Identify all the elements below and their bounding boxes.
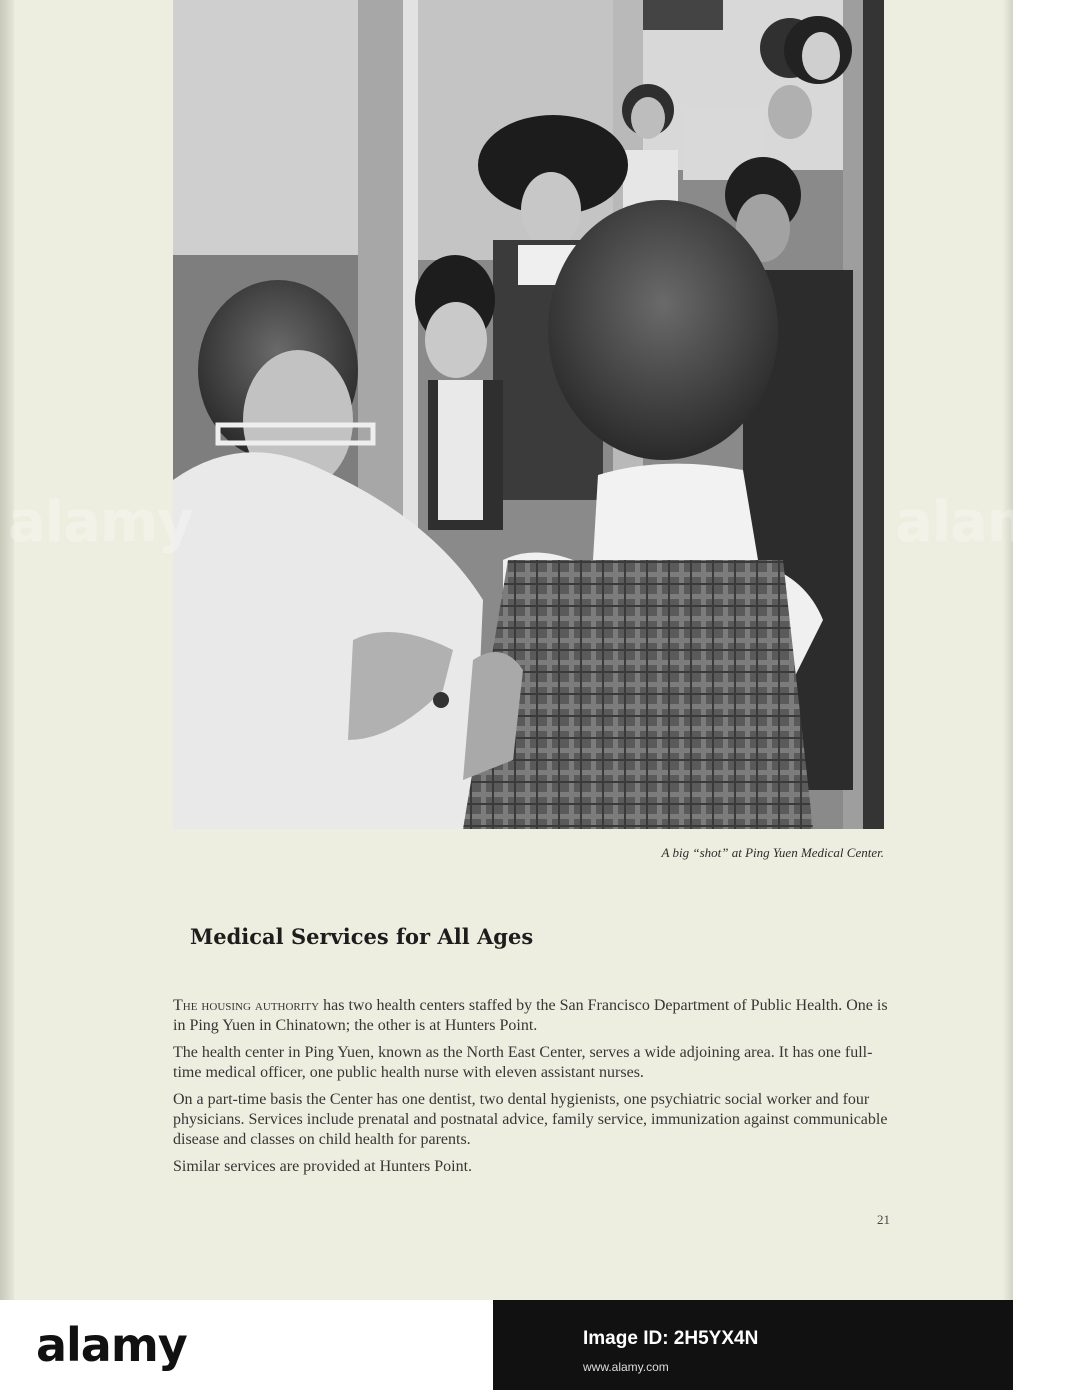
watermark: alamy — [895, 490, 1080, 555]
section-heading: Medical Services for All Ages — [190, 924, 534, 949]
paragraph-lead: The housing authority — [173, 997, 320, 1014]
article-body — [173, 996, 893, 1184]
watermark: alamy — [8, 490, 193, 555]
paragraph-3: On a part-time basis the Center has one dentist, two dental hygienists, one psychiatric social worker and four physicians. Services include prenatal and postnatal advice, family service, immunization against communicable disease and classes on child health for parents. — [173, 1091, 888, 1148]
page-gutter-shadow — [0, 0, 14, 1300]
page-number: 21 — [877, 1212, 890, 1227]
paragraph-text: has two health centers staffed by the San Francisco Department of Public Health. One is in Ping Yuen in Chinatown; the other is at Hunters Point. — [173, 997, 888, 1034]
page-edge-shadow — [1003, 0, 1013, 1300]
vaccination-photo — [173, 0, 884, 829]
alamy-logo: alamy — [36, 1318, 187, 1372]
image-id: Image ID: 2H5YX4N — [583, 1328, 759, 1349]
site-url[interactable]: www.alamy.com — [583, 1360, 669, 1374]
vaccination-photo-illustration — [173, 0, 884, 829]
stock-footer-bar — [0, 1300, 1013, 1390]
paragraph-1 — [173, 996, 893, 1036]
paragraph-2: The health center in Ping Yuen, known as the North East Center, serves a wide adjoining area. It has one full-time medical officer, one public health nurse with eleven assistant nurses. — [173, 1044, 873, 1081]
paragraph-4: Similar services are provided at Hunters Point. — [173, 1158, 473, 1175]
photo-caption: A big “shot” at Ping Yuen Medical Center. — [661, 845, 884, 860]
image-info-panel — [493, 1300, 1013, 1390]
